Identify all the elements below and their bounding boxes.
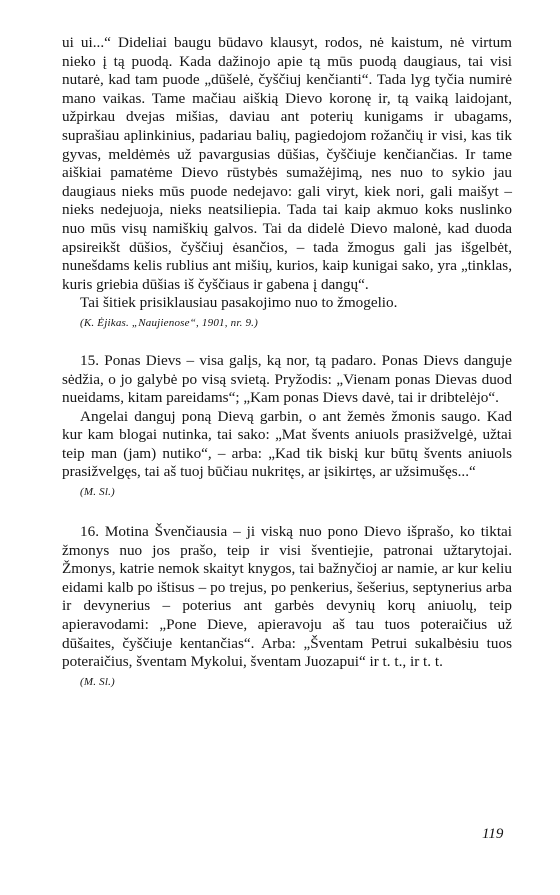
story-16 xyxy=(62,523,512,689)
book-page xyxy=(62,34,512,689)
story-continuation-source: (K. Ėjikas. „Naujienose“, 1901, nr. 9.) xyxy=(80,316,258,329)
story-15-paragraph-2: Angelai danguj poną Dievą garbin, o ant žemės žmonis saugo. Kad kur kam blogai nutinka, tai sako: „Mat švents aniuols prasižvelgė, užtai teip man (jam) nutiko“, – arba: „Kad tik biskį kur būtų švents aniuols prasižvelgęs, tai aš tuoj būčiau nukritęs, ar įsikirtęs, ar užsimušęs...“ xyxy=(62,407,512,481)
page-number: 119 xyxy=(482,826,504,842)
story-15-source: (M. Sl.) xyxy=(80,486,115,499)
story-16-paragraph: 16. Motina Švenčiausia – ji viską nuo pono Dievo išprašo, ko tiktai žmonys nuo jos prašo, teip ir visi šventiejie, patronai užtarytojai. Žmonys, katrie nemok skaityt knygos, tai bažnyčioj ar namie, ar kur keliu eidami kalb po ištisus – po trejus, po penkerius, šešerius, septynerius arba ir devynerius – poterius ant garbės devynių korų aniuolų, teip apieravodami: „Pone Dieve, apieravoju aš tau tuos poteraičius už dūšaites, čyščiuje kentančias“. Arba: „Šventam Petrui sukalbėsiu tuos poteraičius, šventam Mykolui, šventam Juozapui“ ir t. t., ir t. t. xyxy=(62,523,512,671)
story-continuation xyxy=(62,34,512,330)
story-15 xyxy=(62,352,512,499)
story-continuation-closing: Tai šitiek prisiklausiau pasakojimo nuo to žmogelio. xyxy=(80,294,398,312)
story-16-source: (M. Sl.) xyxy=(80,675,115,688)
story-continuation-text: ui ui...“ Dideliai baugu būdavo klausyt, rodos, nė kaistum, nė virtum nieko į tą puodą. Kada dažinojo apie tą mūs puodą daugiaus, tai visi nutarė, kad tam puode „dūšelė, čyščiuj kenčianti“. Tada lyg tyčia numirė mano vaikas. Tame mačiau aiškią Dievo koronę ir, tą vaiką laidojant, užpirkau dvejas mišias, daviau ant poterių kunigams ir ubagams, suprašiau aplinkinius, padariau balių, pagiedojom rožančių ir visi, kas tik gyvas, meldėmės už pavargusias dūšias, čyščiuje kenčiančias. Ir tame aiškiai pamatėme Dievo rūstybės sumažėjimą, nes nuo to sykio jau daugiaus nieks mūs puode nedejavo: gali viryt, kiek nori, gali maišyt – nieks nedejuoja, nieks neatsiliepia. Tada tai kaip akmuo koks nuslinko nuo mūs visų namiškių galvos. Tai da didelė Dievo malonė, kad duoda apsireikšt dūšios, čyščiuj ėsančios, – tada žmogus gali jas išgelbėt, nunešdams kelis rublius ant mišių, kurios, kaip kunigai sako, yra „tinklas, kuris griebia dūšias iš čyščiaus ir gabena į dangų“. xyxy=(62,34,512,293)
story-15-paragraph-1: 15. Ponas Dievs – visa galįs, ką nor, tą padaro. Ponas Dievs danguje sėdžia, o jo galybė po visą svietą. Pryžodis: „Vienam ponas Dievas duod nueidams, kitam pareidams“; „Kam ponas Dievs davė, tai ir dribtelėjo“. xyxy=(62,351,512,407)
